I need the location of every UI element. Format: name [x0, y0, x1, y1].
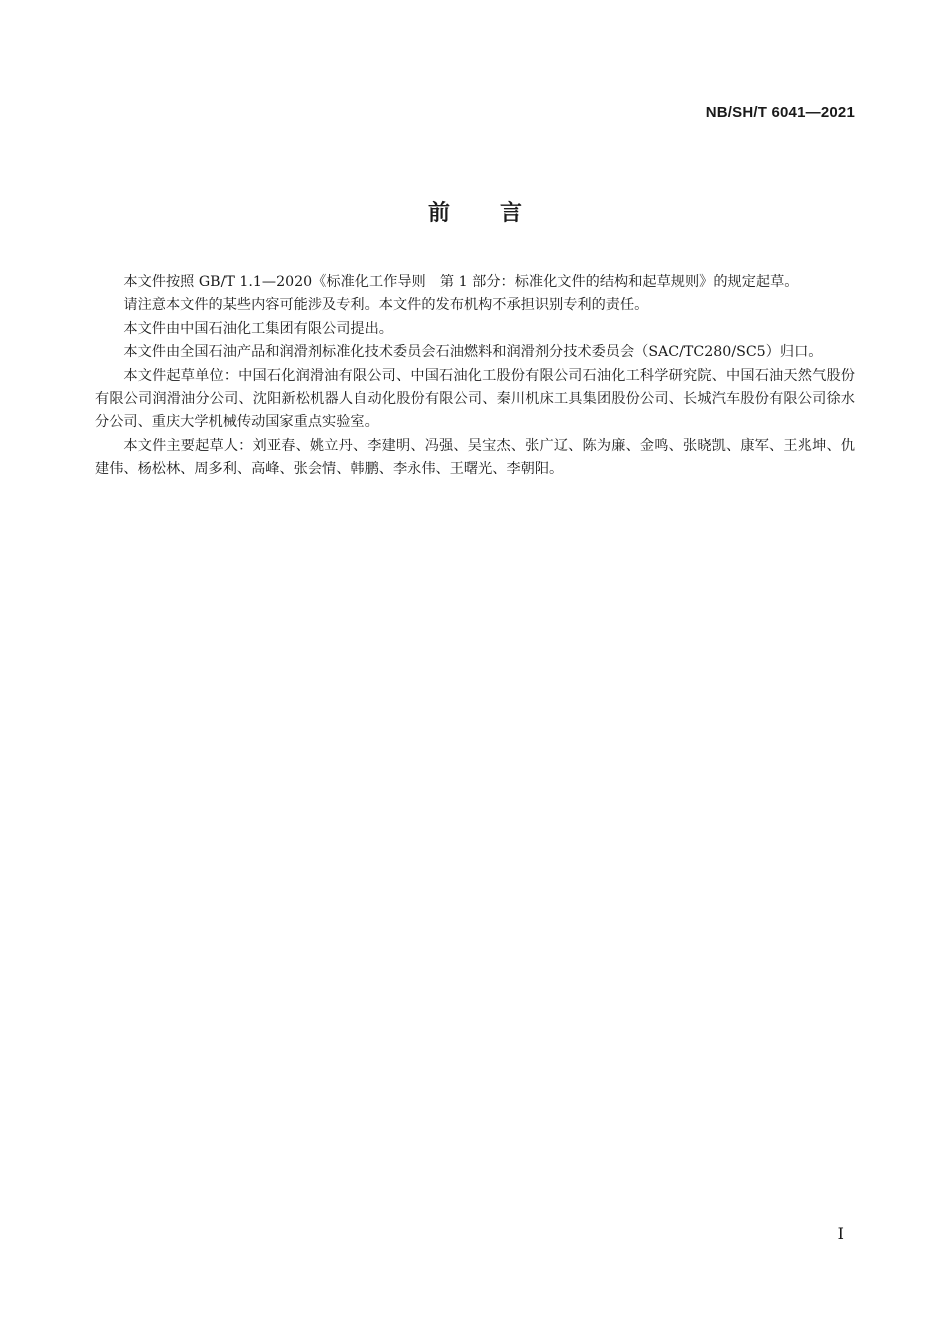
standard-code: NB/SH/T 6041—2021 — [705, 104, 855, 121]
paragraph-committee: 本文件由全国石油产品和润滑剂标准化技术委员会石油燃料和润滑剂分技术委员会（SAC/TC280/SC5）归口。 — [123, 344, 823, 361]
paragraph-drafters: 本文件主要起草人：刘亚春、姚立丹、李建明、冯强、吴宝杰、张广辽、陈为廉、金鸣、张晓凯、康军、王兆坤、仇建伟、杨松林、周多利、高峰、张会情、韩鹏、李永伟、王曙光、李朝阳。 — [95, 437, 855, 478]
paragraph-patent-notice: 请注意本文件的某些内容可能涉及专利。本文件的发布机构不承担识别专利的责任。 — [123, 297, 649, 314]
page-number: I — [837, 1224, 844, 1243]
paragraph-drafting-rules: 本文件按照 GB/T 1.1—2020《标准化工作导则 第 1 部分：标准化文件的结构和起草规则》的规定起草。 — [123, 274, 799, 290]
paragraph-proposer: 本文件由中国石油化工集团有限公司提出。 — [123, 320, 393, 337]
paragraph-drafting-units: 本文件起草单位：中国石化润滑油有限公司、中国石油化工股份有限公司石油化工科学研究院、中国石油天然气股份有限公司润滑油分公司、沈阳新松机器人自动化股份有限公司、秦川机床工具集团股份公司、长城汽车股份有限公司徐水分公司、重庆大学机械传动国家重点实验室。 — [95, 367, 855, 431]
foreword-body — [95, 271, 855, 482]
page-title: 前言 — [427, 201, 572, 226]
